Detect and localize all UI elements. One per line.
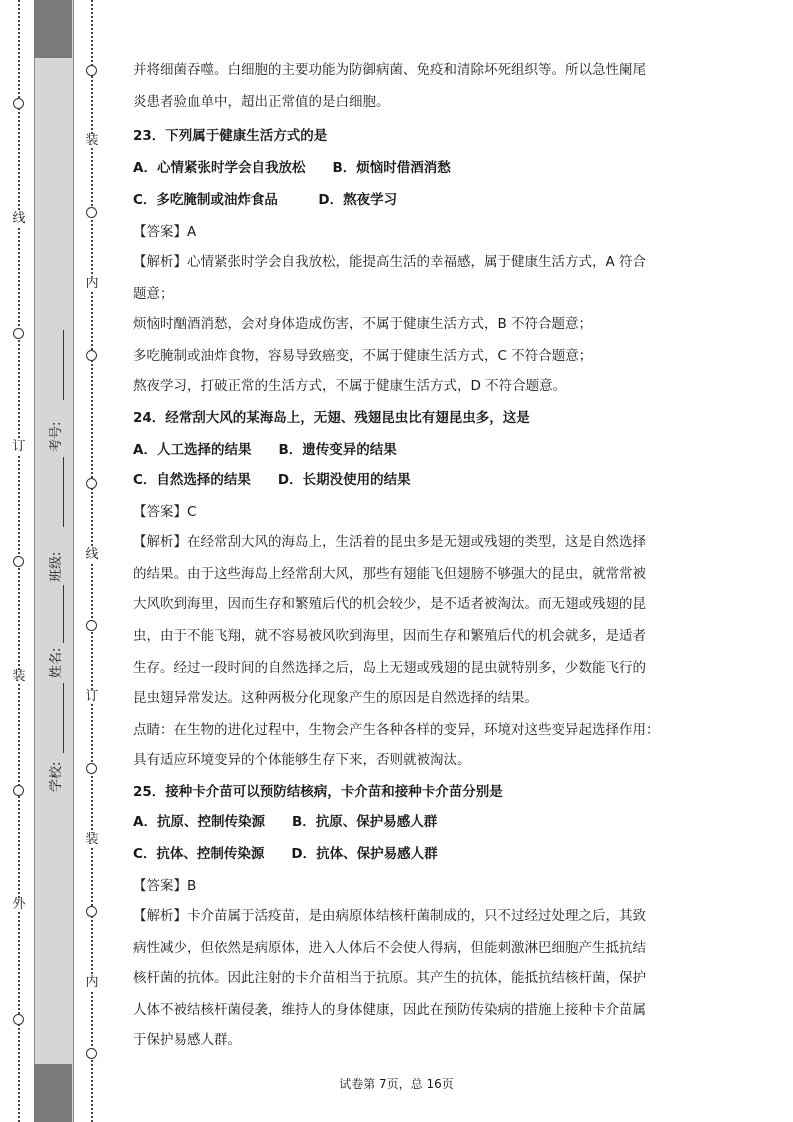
binding-char-xian: 线 [85,547,99,562]
text-line: 【答案】B [133,878,197,894]
question-line: A．抗原、控制传染源 B．抗原、保护易感人群 [133,814,438,830]
question-line: A．心情紧张时学会自我放松 B．烦恼时借酒消愁 [133,160,451,176]
binding-char-nei: 内 [85,975,99,990]
text-line: 生存。经过一段时间的自然选择之后，岛上无翅或残翅的昆虫就特别多，少数能飞行的 [133,660,646,676]
text-line: 具有适应环境变异的个体能够生存下来，否则就被淘汰。 [133,752,471,768]
text-line: 大风吹到海里，因而生存和繁殖后代的机会较少，是不适者被淘汰。而无翅或残翅的昆 [133,596,646,612]
question-line: A．人工选择的结果 B．遗传变异的结果 [133,442,397,458]
text-line: 多吃腌制或油炸食物，容易导致癌变，不属于健康生活方式，C 不符合题意； [133,348,593,364]
binding-hole-icon [86,478,97,489]
text-line: 于保护易感人群。 [133,1032,241,1048]
field-label-number: 考号: [49,421,64,452]
text-line: 【答案】C [133,504,197,520]
question-line: C．自然选择的结果 D．长期没使用的结果 [133,472,411,488]
binding-hole-icon [13,785,24,796]
question-line: C．多吃腌制或油炸食品 D．熬夜学习 [133,192,398,208]
field-blank-school[interactable] [63,683,64,753]
question-line: 24．经常刮大风的某海岛上，无翅、残翅昆虫比有翅昆虫多，这是 [133,410,530,426]
text-line: 炎患者验血单中，超出正常值的是白细胞。 [133,94,390,110]
binding-char-zhuang: 装 [12,669,26,684]
question-line: 23．下列属于健康生活方式的是 [133,128,328,144]
binding-char-ding: 订 [85,689,99,704]
binding-hole-icon [86,1048,97,1059]
field-blank-number[interactable] [63,330,64,400]
text-line: 熬夜学习，打破正常的生活方式，不属于健康生活方式，D 不符合题意。 [133,378,567,394]
binding-hole-icon [86,207,97,218]
binding-hole-icon [13,1014,24,1025]
text-line: 核杆菌的抗体。因此注射的卡介苗相当于抗原。其产生的抗体，能抵抗结核杆菌，保护 [133,970,646,986]
text-line: 【解析】心情紧张时学会自我放松，能提高生活的幸福感，属于健康生活方式，A 符合 [133,254,647,270]
field-label-school: 学校: [49,761,64,792]
field-blank-name[interactable] [63,585,64,643]
binding-hole-icon [13,98,24,109]
binding-char-ding: 订 [12,439,26,454]
binding-char-nei: 内 [85,276,99,291]
binding-char-xian: 线 [12,211,26,226]
text-line: 并将细菌吞噬。白细胞的主要功能为防御病菌、免疫和清除坏死组织等。所以急性阑尾 [133,62,646,78]
text-line: 病性减少，但依然是病原体，进入人体后不会使人得病，但能刺激淋巴细胞产生抵抗结 [133,940,646,956]
text-line: 点睛：在生物的进化过程中，生物会产生各种各样的变异，环境对这些变异起选择作用： [133,722,660,738]
field-blank-class[interactable] [63,457,64,527]
binding-char-zhuang: 装 [85,832,99,847]
text-line: 烦恼时酗酒消愁，会对身体造成伤害，不属于健康生活方式，B 不符合题意； [133,316,593,332]
binding-cap-bottom [34,1064,72,1122]
text-line: 【解析】在经常刮大风的海岛上，生活着的昆虫多是无翅或残翅的类型，这是自然选择 [133,534,646,550]
question-line: C．抗体、控制传染源 D．抗体、保护易感人群 [133,846,438,862]
field-label-class: 班级: [49,551,64,582]
question-line: 25．接种卡介苗可以预防结核病，卡介苗和接种卡介苗分别是 [133,784,503,800]
text-line: 人体不被结核杆菌侵袭，维持人的身体健康，因此在预防传染病的措施上接种卡介苗属 [133,1002,646,1018]
text-line: 题意； [133,286,174,302]
binding-hole-icon [86,763,97,774]
binding-char-zhuang: 装 [85,133,99,148]
page-footer: 试卷第 7页，总 16页 [339,1077,454,1091]
binding-hole-icon [13,556,24,567]
binding-hole-icon [86,620,97,631]
binding-cap-top [34,0,72,58]
text-line: 的结果。由于这些海岛上经常刮大风，那些有翅能飞但翅膀不够强大的昆虫，就常常被 [133,566,646,582]
text-line: 【解析】卡介苗属于活疫苗，是由病原体结核杆菌制成的，只不过经过处理之后，其致 [133,908,646,924]
binding-hole-icon [86,350,97,361]
field-label-name: 姓名: [49,647,64,678]
text-line: 昆虫翅异常发达。这种两极分化现象产生的原因是自然选择的结果。 [133,690,538,706]
text-line: 【答案】A [133,224,197,240]
binding-hole-icon [13,328,24,339]
binding-hole-icon [86,65,97,76]
binding-hole-icon [86,906,97,917]
binding-char-wai: 外 [12,897,26,912]
text-line: 虫，由于不能飞翔，就不容易被风吹到海里，因而生存和繁殖后代的机会就多，是适者 [133,628,646,644]
